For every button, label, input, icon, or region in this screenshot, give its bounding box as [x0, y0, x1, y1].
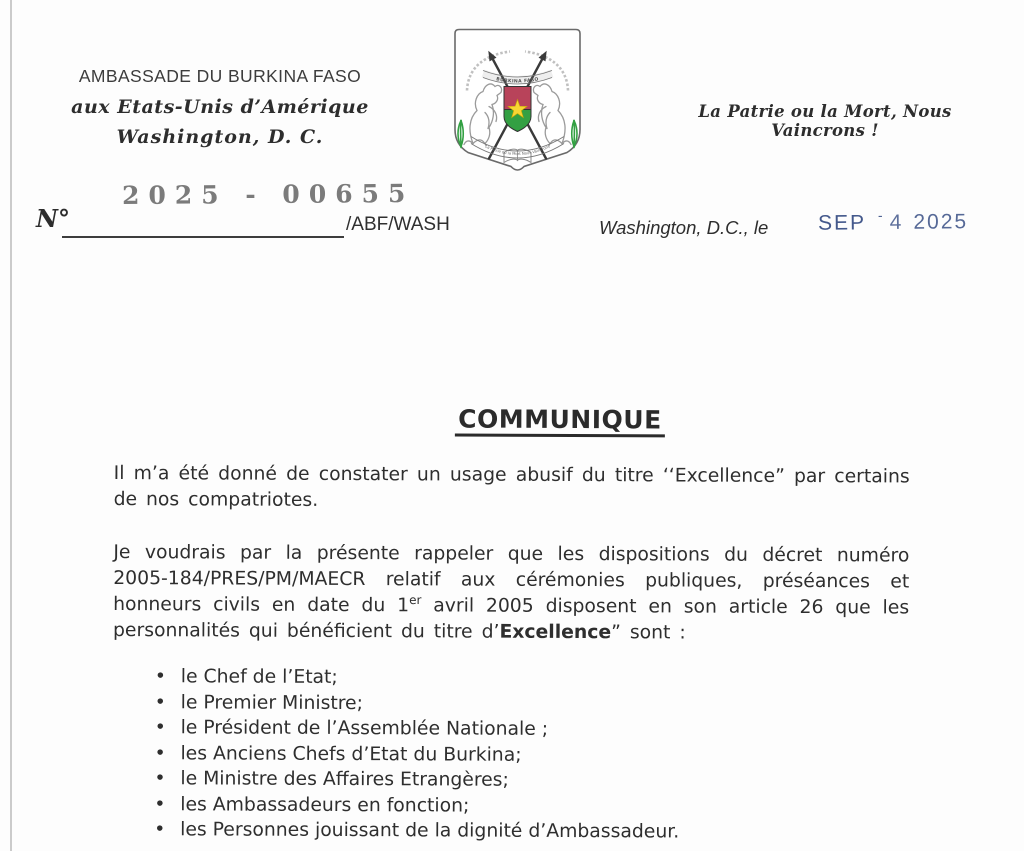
bullet-icon: •: [154, 690, 166, 713]
letterhead-org-block: [36, 66, 404, 148]
reference-prefix: N°: [36, 204, 70, 233]
reference-suffix: /ABF/WASH: [346, 214, 450, 235]
ordinal-superscript: er: [409, 593, 422, 608]
national-motto: La Patrie ou la Mort, Nous Vaincrons !: [698, 102, 952, 140]
document-title-wrap: [162, 405, 958, 438]
list-item: [154, 792, 908, 821]
list-item-text: le Président de l’Assemblée Nationale ;: [180, 717, 549, 740]
bullet-icon: •: [154, 767, 166, 790]
paragraph-decree-part-b: avril 2005 disposent en son article 26 que les personnalités qui bénéficient du titre d’: [112, 595, 910, 643]
paragraph-decree: [113, 540, 909, 647]
list-item-text: le Chef de l’Etat;: [180, 666, 338, 688]
org-name: AMBASSADE DU BURKINA FASO: [78, 66, 362, 86]
list-item: [155, 715, 909, 744]
bullet-icon: •: [154, 741, 166, 764]
excellence-bold-term: Excellence: [499, 621, 612, 644]
reference-underline: [62, 236, 344, 238]
dignitaries-list: [112, 664, 909, 846]
list-item-text: les Personnes jouissant de la dignité d’Ambassadeur.: [180, 819, 680, 843]
date-stamp-day: 4: [889, 210, 904, 235]
org-city-line: Washington, D. C.: [116, 126, 324, 148]
list-item: [154, 741, 908, 770]
dateline-label: Washington, D.C., le: [599, 217, 769, 238]
date-stamp-month: SEP: [817, 211, 867, 235]
bullet-icon: •: [154, 716, 166, 739]
bullet-icon: •: [154, 792, 166, 815]
list-item-text: le Premier Ministre;: [180, 691, 363, 714]
list-item: [154, 766, 908, 795]
bullet-icon: •: [154, 665, 167, 688]
paragraph-decree-part-a: Je voudrais par la présente rappeler que les dispositions du décret numéro 2005-184/PRES/PM/MAECR relatif aux cérémonies publiques, préséances et honneurs civils en date du 1: [113, 541, 910, 617]
list-item-text: les Ambassadeurs en fonction;: [180, 793, 470, 817]
emblem-ribbon-motto-text: La Patrie ou la Mort Nous Vaincrons: [484, 143, 551, 157]
list-item: [155, 690, 909, 719]
list-item: [155, 664, 909, 693]
document-body: [112, 405, 910, 846]
burkina-faso-coat-of-arms-icon: [452, 26, 583, 175]
document-title: COMMUNIQUE: [455, 406, 665, 437]
emblem-banner-text: BURKINA FASO: [495, 77, 540, 85]
date-stamp-year: 2025: [913, 210, 969, 234]
paragraph-decree-part-c: ” sont :: [611, 622, 686, 644]
org-country-line: aux Etats-Unis d’Amérique: [71, 96, 369, 118]
scan-edge-artifact: [10, 0, 12, 851]
list-item-text: les Anciens Chefs d’Etat du Burkina;: [180, 742, 522, 766]
bullet-icon: •: [154, 818, 166, 841]
reference-number-stamp: 2025 - 00655: [121, 178, 415, 211]
list-item: [154, 817, 908, 846]
date-stamp: [818, 206, 968, 236]
date-stamp-dash: -: [877, 207, 885, 224]
list-item-text: le Ministre des Affaires Etrangères;: [180, 768, 509, 791]
paragraph-intro: Il m’a été donné de constater un usage abusif du titre ‘‘Excellence” par certains de nos compatriotes.: [113, 462, 910, 511]
